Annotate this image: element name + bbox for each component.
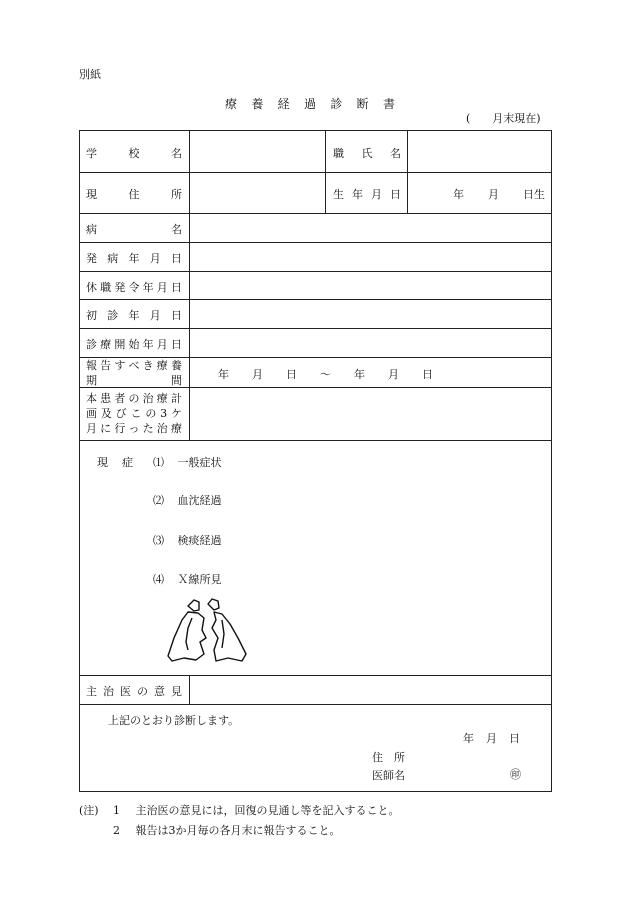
treatment-plan-label	[86, 391, 182, 436]
label-char: 月	[252, 368, 263, 381]
label-char: 年	[352, 188, 363, 201]
label-char: 令	[128, 281, 140, 294]
school-name-label	[86, 145, 182, 161]
birthdate-label	[333, 186, 401, 202]
signature-date[interactable]	[463, 730, 520, 746]
label-char: 患	[100, 392, 112, 405]
label-char: 日	[509, 732, 520, 745]
label-char: の	[128, 392, 140, 405]
label-char: 年	[354, 368, 365, 381]
label-char: 月	[488, 188, 499, 201]
label-char: 生	[333, 188, 344, 201]
birthdate-value[interactable]	[453, 186, 545, 202]
label-char: の	[145, 407, 157, 420]
label-char: 日	[170, 338, 182, 351]
label-char: 療	[156, 392, 168, 405]
first-visit-date-field[interactable]	[191, 301, 549, 326]
label-char: び	[115, 407, 127, 420]
label-char: 月	[149, 252, 161, 265]
label-char: 養	[251, 97, 264, 111]
address-value-field[interactable]	[191, 174, 323, 211]
label-char: 発	[114, 281, 126, 294]
label-char: ケ	[170, 407, 182, 420]
note-number: 1	[113, 804, 120, 817]
notes-prefix: (注)	[79, 804, 99, 817]
symptom-number: ⑴	[153, 456, 164, 469]
diagnosis-statement: 上記のとおり診断します。	[108, 714, 240, 727]
label-char: 開	[114, 338, 126, 351]
label-char: 日	[171, 252, 182, 265]
label-char: 初	[86, 309, 97, 322]
label-char: 年	[218, 368, 229, 381]
disease-name-field[interactable]	[191, 215, 549, 240]
label-char: 現	[97, 456, 108, 469]
label-char: き	[142, 359, 154, 372]
note-item	[113, 802, 400, 818]
label-char: 日	[286, 368, 297, 381]
label-char: 月	[149, 309, 161, 322]
treatment-plan-field[interactable]	[191, 389, 549, 438]
label-char: 発	[86, 252, 97, 265]
report-period-value[interactable]	[218, 366, 433, 382]
symptom-item[interactable]	[153, 532, 222, 548]
treatment-start-date-field[interactable]	[191, 330, 549, 355]
attachment-label: 別紙	[79, 68, 101, 81]
doctor-name-label: 医師名	[372, 769, 405, 782]
label-char: 月	[371, 188, 382, 201]
label-char: っ	[128, 422, 140, 435]
label-char: 月	[156, 338, 168, 351]
label-char: 期	[86, 374, 97, 387]
label-char: 始	[128, 338, 140, 351]
label-char: 診	[330, 97, 343, 111]
label-char: 診	[107, 309, 119, 322]
label-char: 月	[156, 281, 168, 294]
label-char: 経	[277, 97, 290, 111]
label-char: 間	[171, 374, 182, 387]
note-text: 主治医の意見には，回復の見通し等を記入すること。	[135, 804, 400, 817]
label-char: 及	[100, 407, 112, 420]
label-char: 計	[170, 392, 182, 405]
label-char: 名	[390, 147, 401, 160]
label-char: 学	[86, 147, 97, 160]
label-char: 断	[356, 97, 369, 111]
label-char: 報	[86, 359, 97, 372]
note-number: 2	[113, 824, 120, 837]
treatment-start-date-label	[86, 336, 182, 352]
symptom-item[interactable]	[153, 492, 222, 508]
report-period-label	[86, 358, 182, 388]
label-char: 日	[171, 309, 182, 322]
label-char: 過	[303, 97, 316, 111]
label-char: 画	[86, 407, 97, 420]
symptom-text: 検痰経過	[177, 534, 222, 547]
label-char: 年	[463, 732, 474, 745]
label-char: の	[137, 685, 148, 698]
symptom-text: 一般症状	[177, 456, 222, 469]
current-symptoms-label	[97, 454, 133, 470]
label-char: 養	[170, 359, 182, 372]
label-char: 年	[128, 252, 140, 265]
label-char: 者	[114, 392, 126, 405]
label-char: 治	[103, 685, 114, 698]
disease-name-label	[86, 221, 182, 237]
onset-date-field[interactable]	[191, 244, 549, 269]
label-char: 校	[128, 147, 140, 160]
label-char: 職	[100, 281, 112, 294]
label-char: 主	[86, 685, 97, 698]
symptom-number: ⑷	[153, 573, 164, 586]
staff-name-label	[333, 145, 401, 161]
document-title	[225, 95, 395, 112]
symptom-number: ⑵	[153, 494, 164, 507]
label-char: 日生	[523, 188, 545, 201]
label-char: に	[100, 422, 112, 435]
staff-name-value-field[interactable]	[409, 132, 549, 170]
label-char: 病	[107, 252, 119, 265]
label-char: 治	[142, 392, 154, 405]
seal-mark: ㊞	[510, 768, 521, 781]
label-char: 〜	[320, 368, 331, 381]
attending-physician-opinion-field[interactable]	[191, 677, 549, 702]
label-char: 年	[453, 188, 464, 201]
label-char: 所	[171, 188, 182, 201]
label-char: 氏	[361, 147, 373, 160]
label-char: 現	[86, 188, 97, 201]
note-text: 報告は3か月毎の各月末に報告すること。	[135, 824, 341, 837]
label-char: べ	[128, 359, 140, 372]
label-char: 3	[160, 407, 168, 420]
symptom-text: 血沈経過	[177, 494, 222, 507]
label-char: 年	[142, 338, 154, 351]
attending-physician-opinion-label	[86, 683, 182, 699]
leave-order-date-field[interactable]	[191, 273, 549, 297]
label-char: す	[114, 359, 126, 372]
label-char: 日	[170, 281, 182, 294]
label-char: 年	[142, 281, 154, 294]
label-char: 医	[120, 685, 131, 698]
label-char: 書	[382, 97, 395, 111]
label-char: 療	[170, 422, 182, 435]
label-char: 月	[86, 422, 97, 435]
label-char: 日	[422, 368, 433, 381]
symptom-item[interactable]	[153, 571, 222, 587]
lungs-xray-sketch	[164, 598, 256, 668]
address-label	[86, 186, 182, 202]
label-char: 告	[100, 359, 112, 372]
symptom-text: Ｘ線所見	[177, 573, 222, 586]
label-char: 症	[122, 456, 133, 469]
label-char: 名	[171, 147, 182, 160]
label-char: 名	[171, 223, 182, 236]
label-char: 療	[100, 338, 112, 351]
label-char: 見	[171, 685, 182, 698]
label-char: 治	[156, 422, 168, 435]
first-visit-date-label	[86, 307, 182, 323]
label-char: 療	[225, 97, 238, 111]
label-char: 診	[86, 338, 97, 351]
note-item	[113, 822, 341, 838]
school-name-value-field[interactable]	[191, 132, 323, 170]
label-char: 職	[333, 147, 344, 160]
onset-date-label	[86, 250, 182, 266]
label-char: 月	[388, 368, 399, 381]
label-char: 月	[486, 732, 497, 745]
symptom-item[interactable]	[153, 454, 222, 470]
label-char: 療	[156, 359, 168, 372]
as-of-date: ( 月末現在)	[466, 112, 541, 125]
label-char: た	[142, 422, 154, 435]
symptom-number: ⑶	[153, 534, 164, 547]
label-char: 日	[390, 188, 401, 201]
label-char: 意	[154, 685, 165, 698]
label-char: 病	[86, 223, 97, 236]
doctor-address-label: 住 所	[372, 751, 405, 764]
label-char: 本	[86, 392, 97, 405]
label-char: こ	[130, 407, 142, 420]
leave-order-date-label	[86, 279, 182, 295]
label-char: 行	[114, 422, 126, 435]
label-char: 住	[128, 188, 140, 201]
label-char: 年	[128, 309, 140, 322]
label-char: 休	[86, 281, 97, 294]
